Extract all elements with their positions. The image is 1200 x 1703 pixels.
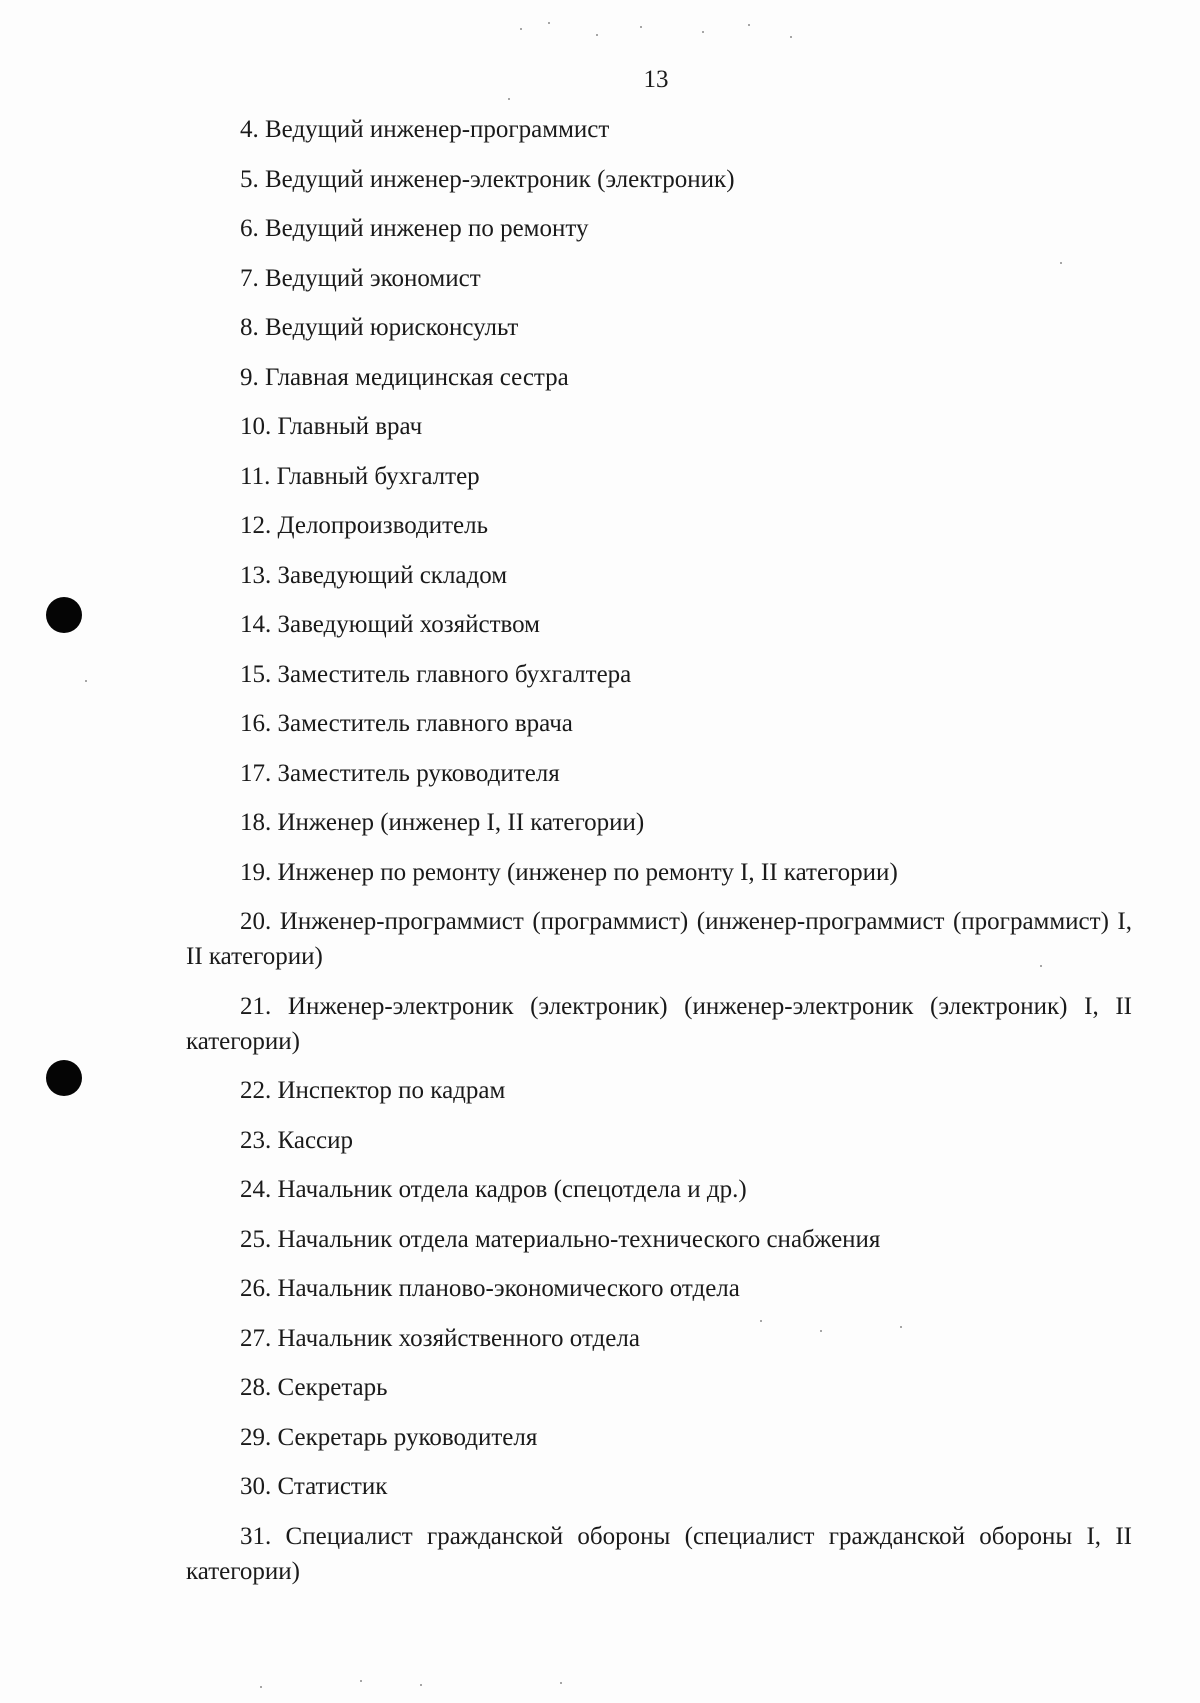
scan-speckle [760,1320,762,1322]
list-item-22: 22. Инспектор по кадрам [240,1077,506,1104]
scan-speckle [85,680,87,682]
scan-speckle [596,34,598,36]
list-item-10: 10. Главный врач [240,413,423,440]
scan-speckle [260,1686,262,1688]
list-item-19: 19. Инженер по ремонту (инженер по ремонту I, II категории) [240,858,898,886]
list-item-31: 31. Специалист гражданской обороны (специалист гражданской обороны I, II категории) [186,1522,1132,1585]
scan-speckle [640,26,642,28]
scan-speckle [508,98,510,100]
list-item-9: 9. Главная медицинская сестра [240,363,569,391]
scan-speckle [748,24,750,26]
list-item-26: 26. Начальник планово-экономического отдела [240,1275,740,1302]
list-item-8: 8. Ведущий юрисконсульт [240,314,519,341]
list-item-21: 21. Инженер-электроник (электроник) (инженер-электроник (электроник) I, II категории) [186,992,1132,1055]
list-item-28: 28. Секретарь [240,1374,388,1401]
list-item-30: 30. Статистик [240,1473,388,1500]
scan-speckle [548,22,550,24]
list-item-11: 11. Главный бухгалтер [240,462,480,490]
list-item-24: 24. Начальник отдела кадров (спецотдела и др.) [240,1176,747,1203]
scan-speckle [360,1680,362,1682]
punch-hole-bottom [46,1060,82,1096]
scan-speckle [820,1330,822,1332]
list-item-4: 4. Ведущий инженер-программист [240,116,610,143]
list-item-20: 20. Инженер-программист (программист) (инженер-программист (программист) I, II категории) [186,908,1132,970]
list-item-25: 25. Начальник отдела материально-технического снабжения [240,1225,881,1253]
scan-speckle [420,1684,422,1686]
scan-speckle [520,28,522,30]
punch-hole-top [46,597,82,633]
scan-speckle [560,1682,562,1684]
list-item-27: 27. Начальник хозяйственного отдела [240,1324,640,1352]
scan-speckle [1060,262,1062,264]
list-item-5: 5. Ведущий инженер-электроник (электроник) [240,165,735,193]
list-item-18: 18. Инженер (инженер I, II категории) [240,809,645,836]
scan-speckle [1040,965,1042,967]
list-item-6: 6. Ведущий инженер по ремонту [240,215,589,242]
list-item-15: 15. Заместитель главного бухгалтера [240,660,632,688]
list-item-17: 17. Заместитель руководителя [240,759,560,787]
page-number: 13 [643,66,669,93]
scan-speckle [790,36,792,38]
position-list [186,112,1132,1603]
list-item-12: 12. Делопроизводитель [240,512,488,539]
list-item-16: 16. Заместитель главного врача [240,710,573,737]
list-item-14: 14. Заведующий хозяйством [240,611,540,638]
list-item-29: 29. Секретарь руководителя [240,1423,538,1451]
list-item-7: 7. Ведущий экономист [240,264,481,292]
scan-speckle [900,1326,902,1328]
list-item-23: 23. Кассир [240,1126,354,1154]
list-item-13: 13. Заведующий складом [240,561,508,589]
scan-speckle [702,31,704,33]
